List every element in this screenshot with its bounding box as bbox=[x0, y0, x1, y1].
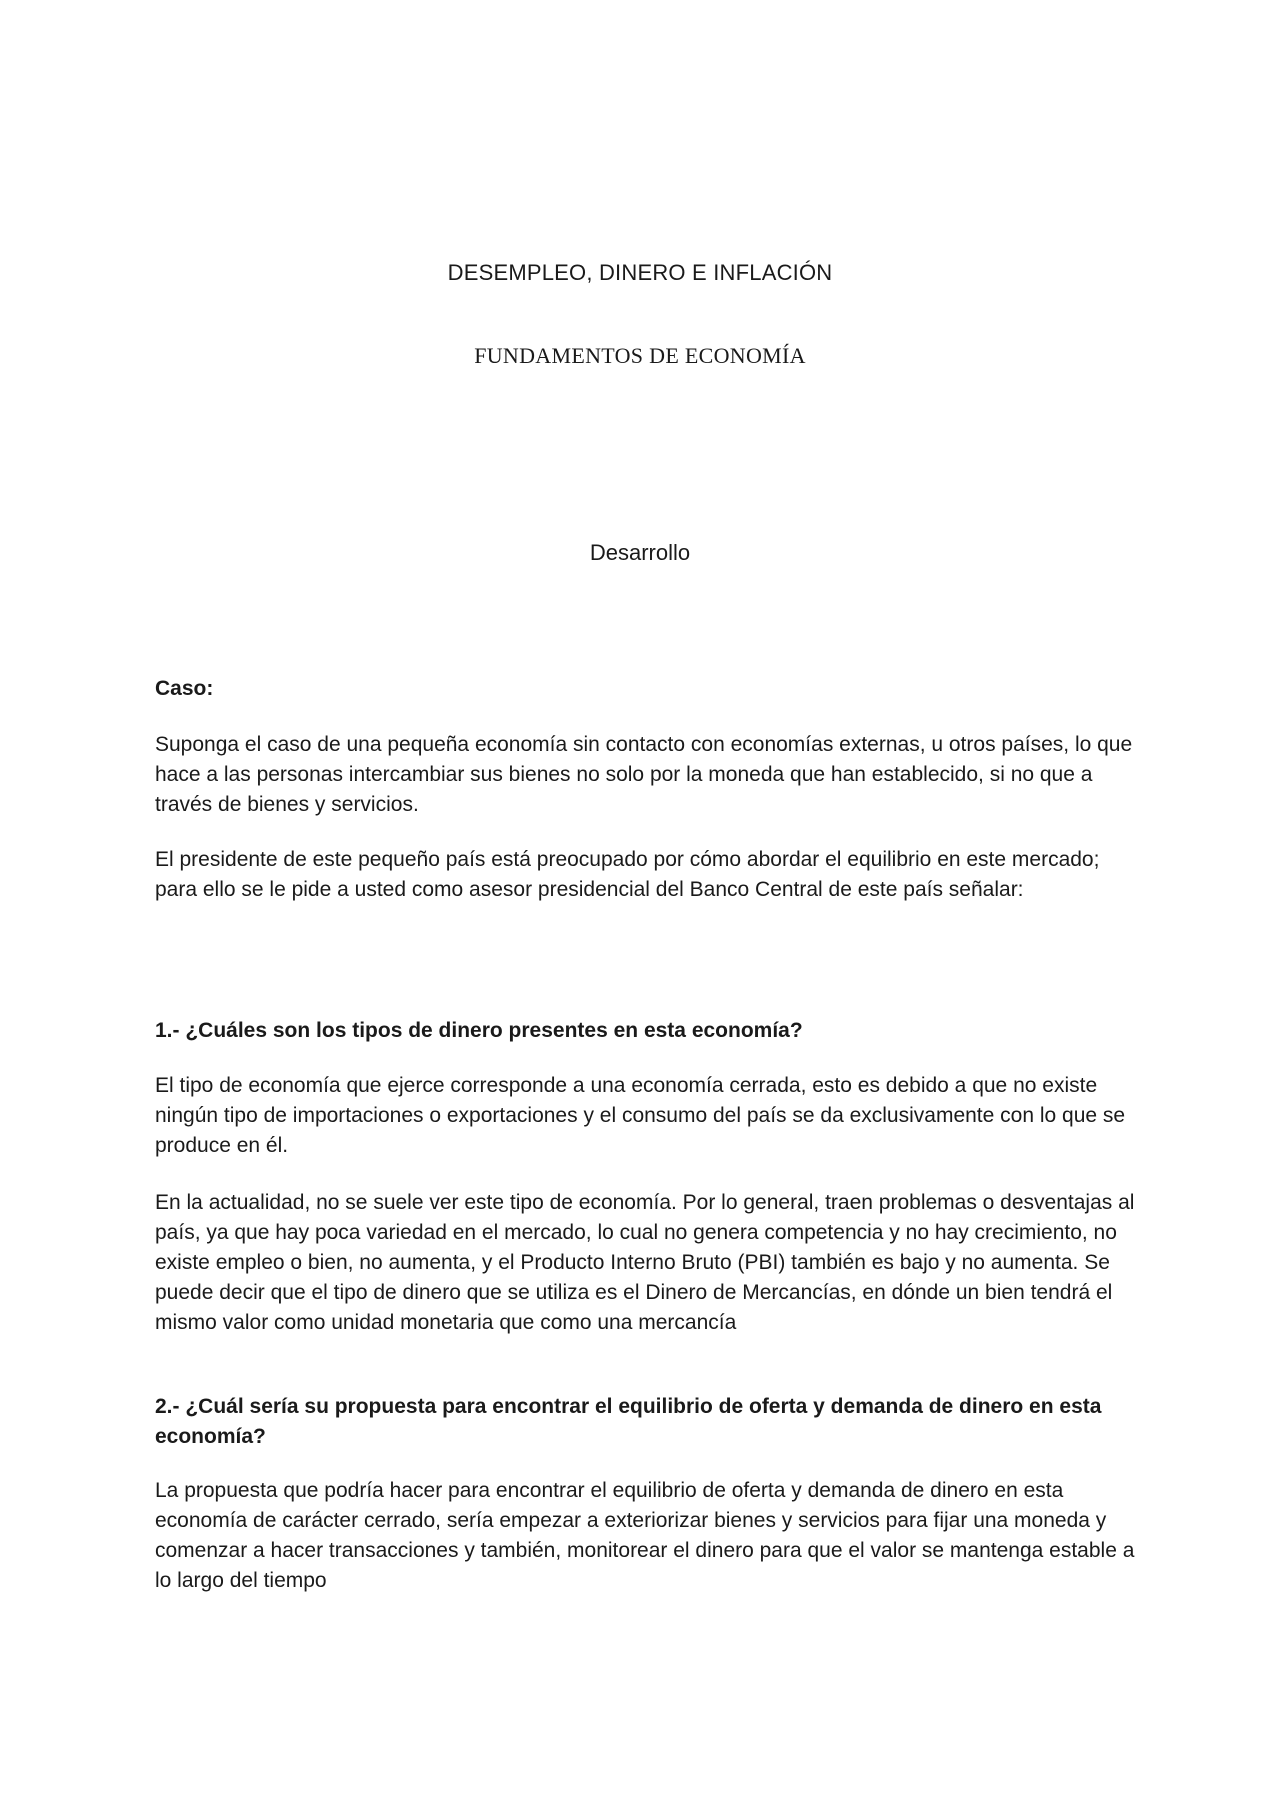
answer-paragraph: En la actualidad, no se suele ver este tipo de economía. Por lo general, traen problemas o desventajas al país, ya que hay poca variedad en el mercado, lo cual no genera competencia y no hay crecimiento, no existe empleo o bien, no aumenta, y el Producto Interno Bruto (PBI) también es bajo y no aumenta. Se puede decir que el tipo de dinero que se utiliza es el Dinero de Mercancías, en dónde un bien tendrá el mismo valor como unidad monetaria que como una mercancía bbox=[155, 1191, 1135, 1334]
question-heading: 2.- ¿Cuál sería su propuesta para encontrar el equilibrio de oferta y demanda de dinero en esta economía? bbox=[155, 1395, 1102, 1448]
document-subtitle: FUNDAMENTOS DE ECONOMÍA bbox=[474, 343, 806, 368]
document-title: DESEMPLEO, DINERO E INFLACIÓN bbox=[447, 260, 833, 285]
case-paragraph: Suponga el caso de una pequeña economía sin contacto con economías externas, u otros países, lo que hace a las personas intercambiar sus bienes no solo por la moneda que han establecido, si no que a través de bienes y servicios. bbox=[155, 733, 1133, 816]
case-label: Caso: bbox=[155, 677, 214, 700]
question-heading: 1.- ¿Cuáles son los tipos de dinero presentes en esta economía? bbox=[155, 1019, 803, 1042]
answer-paragraph: El tipo de economía que ejerce corresponde a una economía cerrada, esto es debido a que no existe ningún tipo de importaciones o exportaciones y el consumo del país se da exclusivamente con lo que se produce en él. bbox=[155, 1074, 1126, 1157]
case-paragraph: El presidente de este pequeño país está preocupado por cómo abordar el equilibrio en este mercado; para ello se le pide a usted como asesor presidencial del Banco Central de este país señalar: bbox=[155, 848, 1100, 901]
answer-paragraph: La propuesta que podría hacer para encontrar el equilibrio de oferta y demanda de dinero en esta economía de carácter cerrado, sería empezar a exteriorizar bienes y servicios para fijar una moneda y comenzar a hacer transacciones y también, monitorear el dinero para que el valor se mantenga estable a lo largo del tiempo bbox=[155, 1479, 1135, 1592]
section-heading: Desarrollo bbox=[589, 540, 691, 565]
